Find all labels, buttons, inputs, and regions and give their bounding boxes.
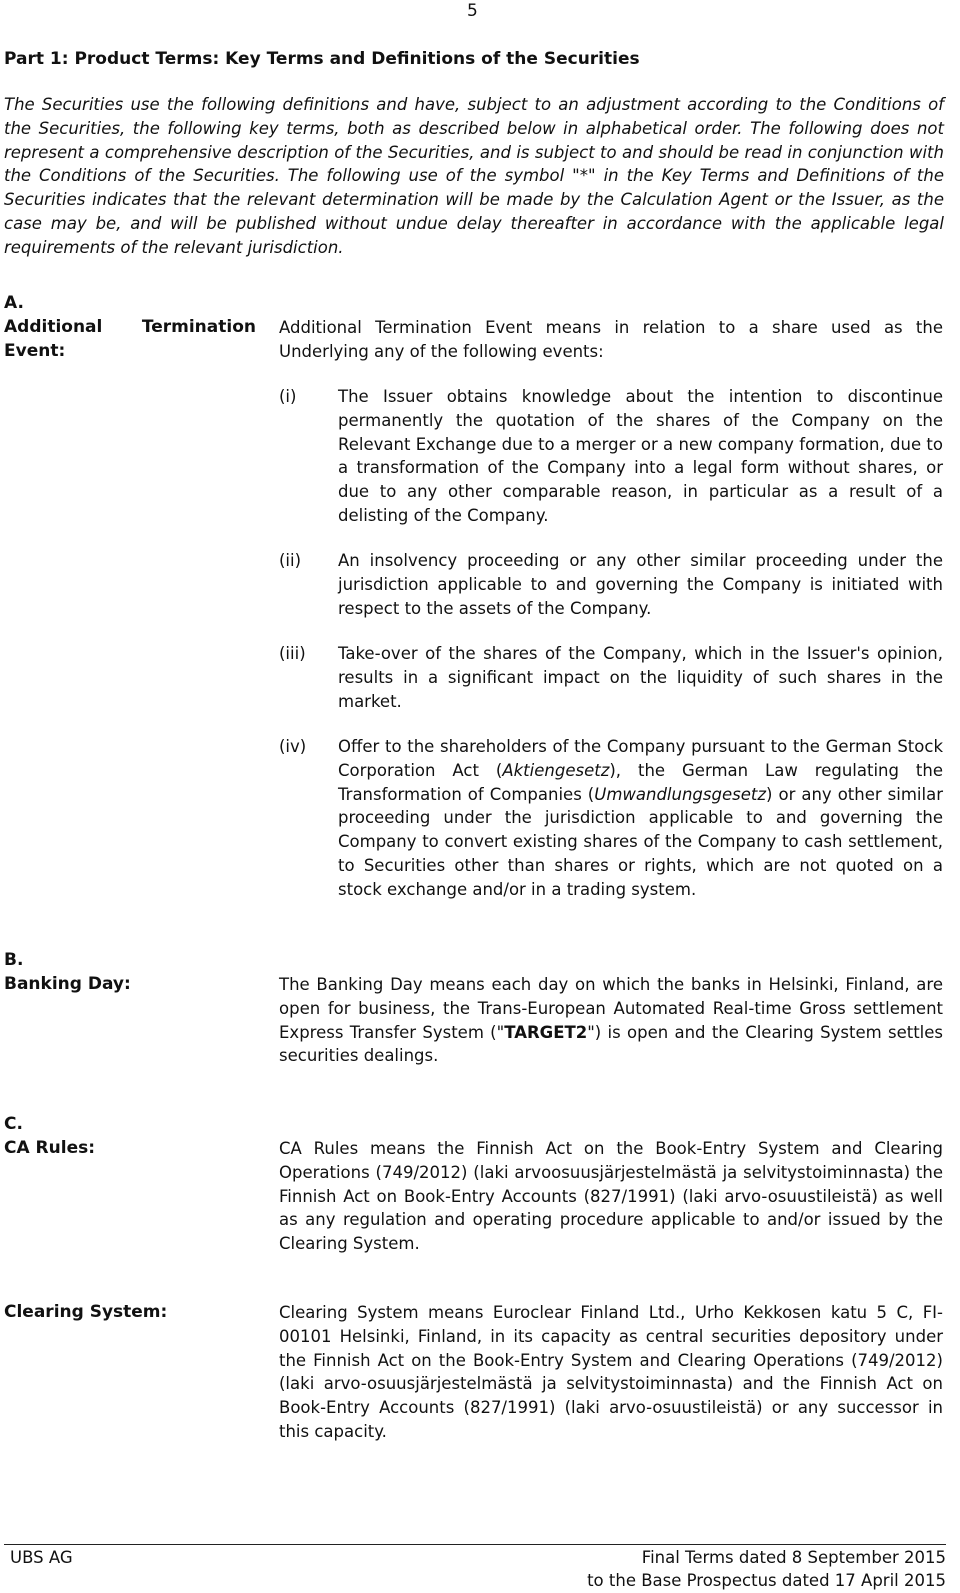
section-b-letter: B. [4,950,24,970]
section-c-letter: C. [4,1114,23,1134]
text-run: ) or any other similar proceeding under the jurisdiction applicable to and governing the Company to convert existing shares of the Company to cash settlement, to Securities other than shares or rights, which are not quoted on a stock exchange and/or in a trading system. [338,784,943,899]
bold-term: TARGET2 [504,1022,588,1042]
italic-term: Aktiengesetz [502,760,610,780]
term-ca-rules: CA Rules: [4,1138,96,1158]
list-item-text [338,735,943,902]
list-item-number: (i) [279,387,297,406]
footer-dates [587,1546,946,1592]
text-run: ), the German Law regulating the Transformation of Companies ( [338,760,943,804]
list-item-text: The Issuer obtains knowledge about the intention to discontinue permanently the quotation of the shares of the Company on the Relevant Exchange due to a merger or a new company formation, due to a transformation of the Company into a legal form without shares, or due to any other comparable reason, in particular as a result of a delisting of the Company. [338,387,943,525]
definition-ca-rules: CA Rules means the Finnish Act on the Book-Entry System and Clearing Operations (749/2012) (laki arvoosuusjärjestelmästä ja selvitystoiminnasta) the Finnish Act on Book-Entry Accounts (827/1991) (laki arvo-osuustileistä) as well as any regulation and operating procedure applicable to and/or issued by the Clearing System. [279,1139,943,1254]
footer-divider [4,1544,946,1545]
italic-term: Umwandlungsgesetz [594,784,767,804]
section-a-letter: A. [4,293,24,313]
definition-banking-day [279,973,943,1068]
section-heading: Part 1: Product Terms: Key Terms and Definitions of the Securities [4,49,640,69]
footer-issuer: UBS AG [10,1548,73,1567]
list-item-text: Take-over of the shares of the Company, which in the Issuer's opinion, results in a significant impact on the liquidity of such shares in the market. [338,644,943,711]
definition-additional-termination-event: Additional Termination Event means in relation to a share used as the Underlying any of the following events: [279,318,943,361]
intro-paragraph: The Securities use the following definitions and have, subject to an adjustment according to the Conditions of the Securities, the following key terms, both as described below in alphabetical order. The following does not represent a comprehensive description of the Securities, and is subject to and should be read in conjunction with the Conditions of the Securities. The following use of the symbol "*" in the Key Terms and Definitions of the Securities indicates that the relevant determination will be made by the Calculation Agent or the Issuer, as the case may be, and will be published without undue delay thereafter in accordance with the applicable legal requirements of the relevant jurisdiction. [4,95,944,257]
page-number: 5 [467,1,478,21]
list-item-number: (ii) [279,551,302,570]
text-run: Offer to the shareholders of the Company pursuant to the German Stock Corporation Act ( [338,737,943,780]
term-line-1: Additional Termination [4,317,256,337]
term-clearing-system: Clearing System: [4,1302,168,1322]
term-line-2: Event: [4,341,66,361]
list-item-number: (iii) [279,644,306,663]
footer-final-terms-date: Final Terms dated 8 September 2015 [641,1548,946,1567]
text-run: The Banking Day means each day on which the banks in Helsinki, Finland, are open for business, the Trans-European Automated Real-time Gross settlement Express Transfer System (" [279,975,943,1042]
term-additional-termination-event-cont [4,340,256,364]
term-additional-termination-event [4,316,256,340]
list-item-text: An insolvency proceeding or any other similar proceeding under the jurisdiction applicable to and governing the Company is initiated with respect to the assets of the Company. [338,551,943,618]
list-item-number: (iv) [279,737,307,756]
term-banking-day: Banking Day: [4,974,131,994]
definition-clearing-system: Clearing System means Euroclear Finland Ltd., Urho Kekkosen katu 5 C, FI-00101 Helsinki, Finland, in its capacity as central securities depository under the Finnish Act on the Book-Entry System and Clearing Operations (749/2012) (laki arvo-osuusjärjestelmästä ja selvitystoiminnasta) and the Finnish Act on Book-Entry Accounts (827/1991) (laki arvo-osuustileistä) or any successor in this capacity. [279,1303,943,1441]
footer-prospectus-date: to the Base Prospectus dated 17 April 2015 [587,1571,946,1590]
text-run: ") is open and the Clearing System settles securities dealings. [279,1022,943,1066]
